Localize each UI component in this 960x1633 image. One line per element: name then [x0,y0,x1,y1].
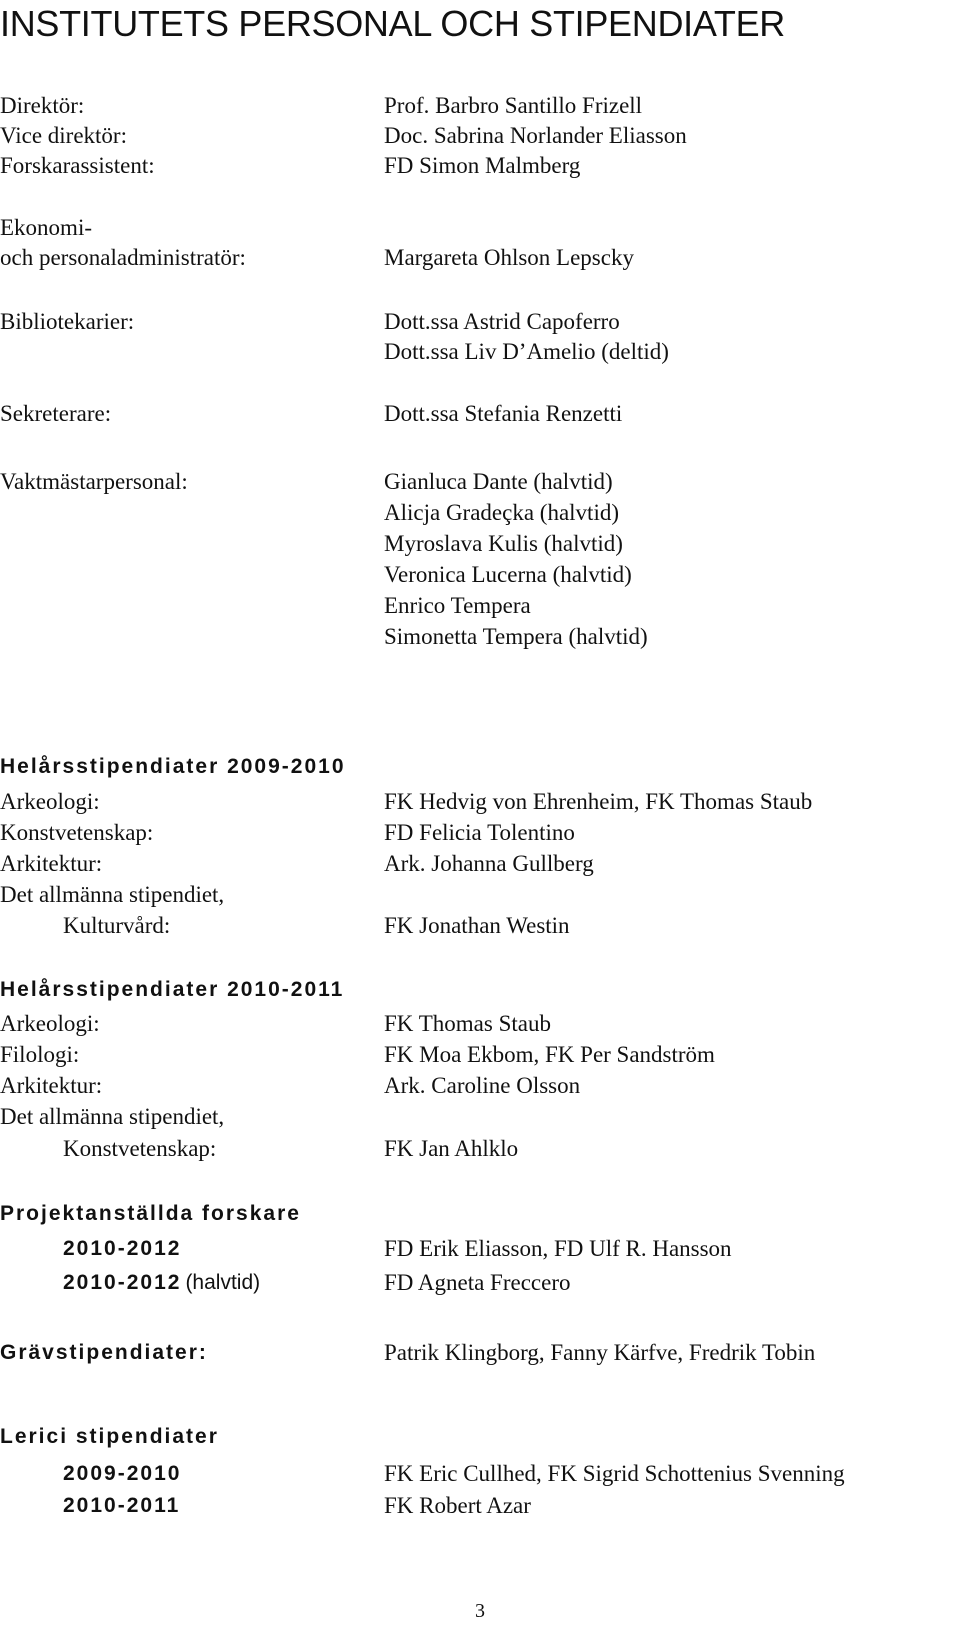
fellow-row [0,848,960,879]
project-period-group [63,1267,260,1298]
staff-name: Dott.ssa Liv D’Amelio (deltid) [384,339,669,364]
section-heading: Helårsstipendiater 2009-2010 [0,755,346,778]
staff-name: Doc. Sabrina Norlander Eliasson [384,123,687,148]
lerici-name: FK Robert Azar [384,1493,531,1518]
fellow-field: Filologi: [0,1042,80,1067]
fellow-row [0,879,960,910]
staff-name: Alicja Gradeçka (halvtid) [384,500,619,525]
staff-row [0,621,960,652]
staff-name: Prof. Barbro Santillo Frizell [384,93,643,118]
section-heading: Grävstipendiater: [0,1341,208,1364]
fellow-field: Det allmänna stipendiet, [0,882,225,907]
lerici-period: 2010-2011 [63,1494,181,1517]
fellow-row [0,1133,960,1164]
lerici-period: 2009-2010 [63,1462,182,1485]
fellow-row [0,1070,960,1101]
staff-role: Vice direktör: [0,123,127,148]
fellow-row [0,786,960,817]
staff-row [0,559,960,590]
fellow-field: Arkeologi: [0,789,100,814]
page-title: INSTITUTETS PERSONAL OCH STIPENDIATER [0,3,785,44]
project-row [0,1233,960,1264]
lerici-row [0,1458,960,1489]
fellow-field: Konstvetenskap: [63,1136,217,1161]
fellow-field: Kulturvård: [63,913,171,938]
fellow-name: FK Moa Ekbom, FK Per Sandström [384,1042,715,1067]
fellow-row [0,910,960,941]
project-period: 2010-2012 [63,1237,182,1260]
staff-name: Veronica Lucerna (halvtid) [384,562,632,587]
fellow-name: FD Felicia Tolentino [384,820,575,845]
fellow-row [0,1008,960,1039]
fellow-name: FK Thomas Staub [384,1011,551,1036]
staff-name: Myroslava Kulis (halvtid) [384,531,623,556]
staff-row [0,306,960,337]
staff-row [0,90,960,121]
fellow-row [0,1101,960,1132]
staff-row [0,466,960,497]
staff-row [0,590,960,621]
section-heading: Lerici stipendiater [0,1425,219,1448]
fellow-name: Ark. Caroline Olsson [384,1073,581,1098]
project-name: FD Erik Eliasson, FD Ulf R. Hansson [384,1236,732,1261]
lerici-row [0,1490,960,1521]
staff-name: Dott.ssa Astrid Capoferro [384,309,620,334]
staff-row [0,212,960,243]
staff-role: Vaktmästarpersonal: [0,469,188,494]
staff-name: FD Simon Malmberg [384,153,581,178]
fellow-name: FK Jonathan Westin [384,913,570,938]
fellow-field: Det allmänna stipendiet, [0,1104,225,1129]
fellow-field: Arkeologi: [0,1011,100,1036]
staff-row [0,528,960,559]
page-number: 3 [475,1600,485,1622]
fellow-name: FK Jan Ahlklo [384,1136,519,1161]
staff-row [0,398,960,429]
staff-row [0,242,960,273]
project-period: 2010-2012 [63,1271,182,1294]
staff-name: Simonetta Tempera (halvtid) [384,624,648,649]
section-heading: Helårsstipendiater 2010-2011 [0,978,345,1001]
staff-row [0,150,960,181]
fellow-field: Konstvetenskap: [0,820,154,845]
staff-role: Bibliotekarier: [0,309,135,334]
fellow-name: FK Hedvig von Ehrenheim, FK Thomas Staub [384,789,813,814]
fellow-row [0,1039,960,1070]
staff-row [0,497,960,528]
staff-name: Gianluca Dante (halvtid) [384,469,613,494]
staff-row [0,120,960,151]
staff-role: Direktör: [0,93,85,118]
fellow-field: Arkitektur: [0,851,103,876]
section-heading: Projektanställda forskare [0,1202,301,1225]
lerici-name: FK Eric Cullhed, FK Sigrid Schottenius Svenning [384,1461,845,1486]
staff-role: Ekonomi- [0,215,92,240]
grav-section [0,1337,960,1368]
staff-name: Enrico Tempera [384,593,531,618]
staff-row [0,336,960,367]
fellow-field: Arkitektur: [0,1073,103,1098]
project-name: FD Agneta Freccero [384,1270,571,1295]
staff-role: och personaladministratör: [0,245,246,270]
staff-role: Forskarassistent: [0,153,155,178]
project-row [0,1267,960,1298]
project-note: (halvtid) [185,1271,261,1294]
staff-role: Sekreterare: [0,401,112,426]
fellow-row [0,817,960,848]
staff-name: Dott.ssa Stefania Renzetti [384,401,623,426]
staff-name: Margareta Ohlson Lepscky [384,245,634,270]
fellow-name: Ark. Johanna Gullberg [384,851,594,876]
grav-names: Patrik Klingborg, Fanny Kärfve, Fredrik Tobin [384,1340,816,1365]
